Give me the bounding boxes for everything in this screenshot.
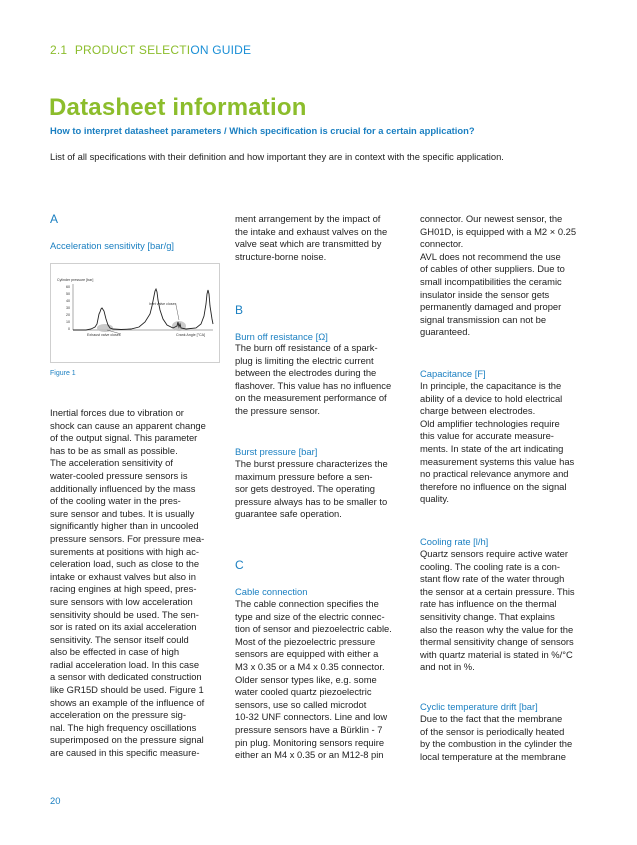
- text-line: Most of the piezoelectric pressure: [235, 635, 376, 647]
- text-line: acceleration on the pressure sig-: [50, 709, 187, 721]
- section-header: [50, 43, 251, 57]
- text-line: the pressure sensor.: [235, 404, 320, 416]
- text-line: sensitivity. The sensor itself could: [50, 633, 189, 645]
- text-line: sor gets destroyed. The operating: [235, 483, 376, 495]
- text-line: sensors, use so called microdot: [235, 698, 367, 710]
- text-line: ability of a device to hold electrical: [420, 392, 563, 404]
- text-line: small incompatibilities the ceramic: [420, 275, 562, 287]
- text-line: on the measurement performance of: [235, 392, 387, 404]
- text-line: superimposed on the pressure signal: [50, 734, 204, 746]
- section-title: PRODUCT SELECTI: [74, 43, 191, 57]
- ytick: 20: [66, 313, 70, 317]
- text-line: pressure always has to be smaller to: [235, 495, 388, 507]
- text-line: like GR15D should be used. Figure 1: [50, 684, 204, 696]
- text-line: rate has influence on the thermal: [420, 598, 557, 610]
- page-number: 20: [50, 795, 61, 806]
- text-line: Old amplifier technologies require: [420, 417, 560, 429]
- text-line: sensitivity should be used. The sen-: [50, 608, 199, 620]
- ytick: 0: [68, 327, 70, 331]
- letter-c-heading: C: [235, 558, 244, 572]
- text-line: sensitivity change. That explains: [420, 610, 555, 622]
- text-line: water-cooled pressure sensors is: [50, 469, 188, 481]
- text-line: pin plug. Monitoring sensors require: [235, 736, 385, 748]
- text-line: sure sensor and tubes. It is usually: [50, 507, 195, 519]
- text-line: GH01D, is equipped with a M2 × 0.25: [420, 225, 577, 237]
- label-crank-angle: Crank Angle [°CA]: [176, 333, 206, 337]
- text-line: sensors are equipped with either a: [235, 648, 379, 660]
- text-line: shows an example of the influence of: [50, 696, 205, 708]
- text-line: The burst pressure characterizes the: [235, 458, 388, 469]
- cooling-rate-text: [420, 548, 602, 674]
- text-line: Quartz sensors require active water: [420, 548, 568, 559]
- pressure-trace-chart: [51, 264, 219, 362]
- text-line: maximum pressure before a sen-: [235, 470, 373, 482]
- text-line: water cooled quartz piezoelectric: [235, 686, 372, 698]
- text-line: In principle, the capacitance is the: [420, 380, 562, 391]
- term-capacitance: Capacitance [F]: [420, 368, 486, 379]
- column3-continuation-text: [420, 213, 602, 339]
- text-line: the sensor at a certain pressure. This: [420, 585, 575, 597]
- text-line: thermal sensitivity change of sensors: [420, 636, 574, 648]
- burst-pressure-text: [235, 458, 417, 521]
- burn-off-text: [235, 342, 417, 418]
- text-line: cooling. The cooling rate is a con-: [420, 560, 561, 572]
- text-line: this value for accurate measure-: [420, 430, 554, 442]
- text-line: ment arrangement by the impact of: [235, 213, 381, 224]
- text-line: local temperature at the membrane: [420, 750, 566, 762]
- text-line: pressure sensors. For pressure mea-: [50, 532, 205, 544]
- letter-b-heading: B: [235, 303, 244, 317]
- text-line: significantly higher than in uncooled: [50, 520, 199, 532]
- ytick: 40: [66, 299, 70, 303]
- text-line: The burn off resistance of a spark-: [235, 342, 378, 353]
- term-acceleration-sensitivity: Acceleration sensitivity [bar/g]: [50, 240, 175, 251]
- figure-yticks: [66, 285, 70, 331]
- figure-ylabel: Cylinder pressure [bar]: [57, 278, 94, 282]
- text-line: racing engines at high speed, pres-: [50, 583, 197, 595]
- term-burn-off-resistance: Burn off resistance [Ω]: [235, 331, 328, 342]
- pressure-trace: [73, 289, 213, 330]
- text-line: pressure sensors have a Bürklin - 7: [235, 723, 383, 735]
- text-line: celeration load, such as close to the: [50, 558, 200, 570]
- ytick: 30: [66, 306, 70, 310]
- text-line: nal. The high frequency oscillations: [50, 721, 197, 733]
- text-line: 10-32 UNF connectors. Line and low: [235, 711, 388, 723]
- text-line: tion of sensor and piezoelectric cable.: [235, 623, 392, 635]
- text-line: shock can cause an apparent change: [50, 419, 206, 431]
- text-line: signal transmission can not be: [420, 313, 547, 325]
- text-line: M3 x 0.35 or a M4 x 0.35 connector.: [235, 660, 385, 672]
- text-line: The cable connection specifies the: [235, 598, 379, 609]
- text-line: no practical relevance anymore and: [420, 468, 569, 480]
- text-line: sure sensors with low acceleration: [50, 595, 193, 607]
- cyclic-drift-text: [420, 713, 602, 763]
- text-line: the intake and exhaust valves on the: [235, 225, 388, 237]
- text-line: are caused in this specific measure-: [50, 747, 200, 759]
- text-line: intake or exhaust valves but also in: [50, 570, 196, 582]
- term-burst-pressure: Burst pressure [bar]: [235, 446, 318, 457]
- page-subtitle: How to interpret datasheet parameters / Which specification is crucial for a certain application?: [50, 125, 475, 136]
- text-line: Inertial forces due to vibration or: [50, 407, 184, 418]
- text-line: ments. In state of the art indicating: [420, 442, 564, 454]
- text-line: Due to the fact that the membrane: [420, 713, 563, 724]
- text-line: either an M4 x 0.35 or an M12-8 pin: [235, 749, 384, 761]
- text-line: charge between electrodes.: [420, 405, 536, 417]
- text-line: radial acceleration load. In this case: [50, 658, 200, 670]
- text-line: has to be as small as possible.: [50, 444, 178, 456]
- term-cable-connection: Cable connection: [235, 586, 308, 597]
- text-line: a sensor with dedicated construction: [50, 671, 202, 683]
- text-line: between the electrodes during the: [235, 367, 377, 379]
- label-inlet-valve: Inlet valve closes: [149, 302, 177, 306]
- text-line: type and size of the electric connec-: [235, 610, 385, 622]
- text-line: connector.: [420, 238, 464, 250]
- text-line: of the cooling water in the pres-: [50, 495, 181, 507]
- text-line: of cables of other suppliers. Due to: [420, 263, 565, 275]
- text-line: permanently damaged and proper: [420, 301, 562, 313]
- ytick: 10: [66, 320, 70, 324]
- term-cyclic-temperature-drift: Cyclic temperature drift [bar]: [420, 701, 538, 712]
- figure-1: [50, 263, 220, 363]
- text-line: and not in %.: [420, 661, 475, 673]
- text-line: by the combustion in the cylinder the: [420, 738, 573, 750]
- column2-continuation-text: [235, 213, 417, 263]
- text-line: surements at positions with high ac-: [50, 545, 200, 557]
- text-line: of the output signal. This parameter: [50, 432, 198, 444]
- text-line: also the reason why the value for the: [420, 623, 574, 635]
- letter-a-heading: A: [50, 212, 59, 226]
- text-line: valve seat which are transmitted by: [235, 238, 382, 250]
- text-line: stant flow rate of the water through: [420, 573, 565, 585]
- text-line: insulator inside the sensor gets: [420, 288, 550, 300]
- text-line: with quartz material is stated in %/°C: [420, 648, 573, 660]
- text-line: guaranteed.: [420, 326, 471, 338]
- section-number: 2.1: [50, 43, 68, 57]
- intro-text: List of all specifications with their definition and how important they are in context with the specific application.: [50, 151, 504, 162]
- text-line: therefore no influence on the signal: [420, 480, 567, 492]
- capacitance-text: [420, 380, 602, 506]
- text-line: The acceleration sensitivity of: [50, 457, 173, 469]
- ytick: 60: [66, 285, 70, 289]
- cable-connection-text: [235, 598, 417, 762]
- label-exhaust-valve: Exhaust valve closes: [87, 333, 121, 337]
- text-line: structure-borne noise.: [235, 250, 327, 262]
- text-line: plug is limiting the electric current: [235, 354, 374, 366]
- ytick: 50: [66, 292, 70, 296]
- acceleration-text: [50, 407, 232, 760]
- text-line: connector. Our newest sensor, the: [420, 213, 563, 224]
- text-line: guarantee safe operation.: [235, 508, 342, 520]
- text-line: sor is rated on its axial acceleration: [50, 621, 197, 633]
- text-line: additionally influenced by the mass: [50, 482, 196, 494]
- text-line: also be effected in case of high: [50, 646, 180, 658]
- text-line: flashover. This value has no influence: [235, 379, 392, 391]
- text-line: AVL does not recommend the use: [420, 250, 561, 262]
- section-title-highlight: ON GUIDE: [190, 43, 252, 57]
- text-line: quality.: [420, 493, 450, 505]
- text-line: of the sensor is periodically heated: [420, 725, 565, 737]
- term-cooling-rate: Cooling rate [l/h]: [420, 536, 489, 547]
- page-title: Datasheet information: [49, 94, 307, 121]
- text-line: measurement systems this value has: [420, 455, 575, 467]
- text-line: Older sensor types like, e.g. some: [235, 673, 377, 685]
- figure-caption: Figure 1: [50, 370, 76, 377]
